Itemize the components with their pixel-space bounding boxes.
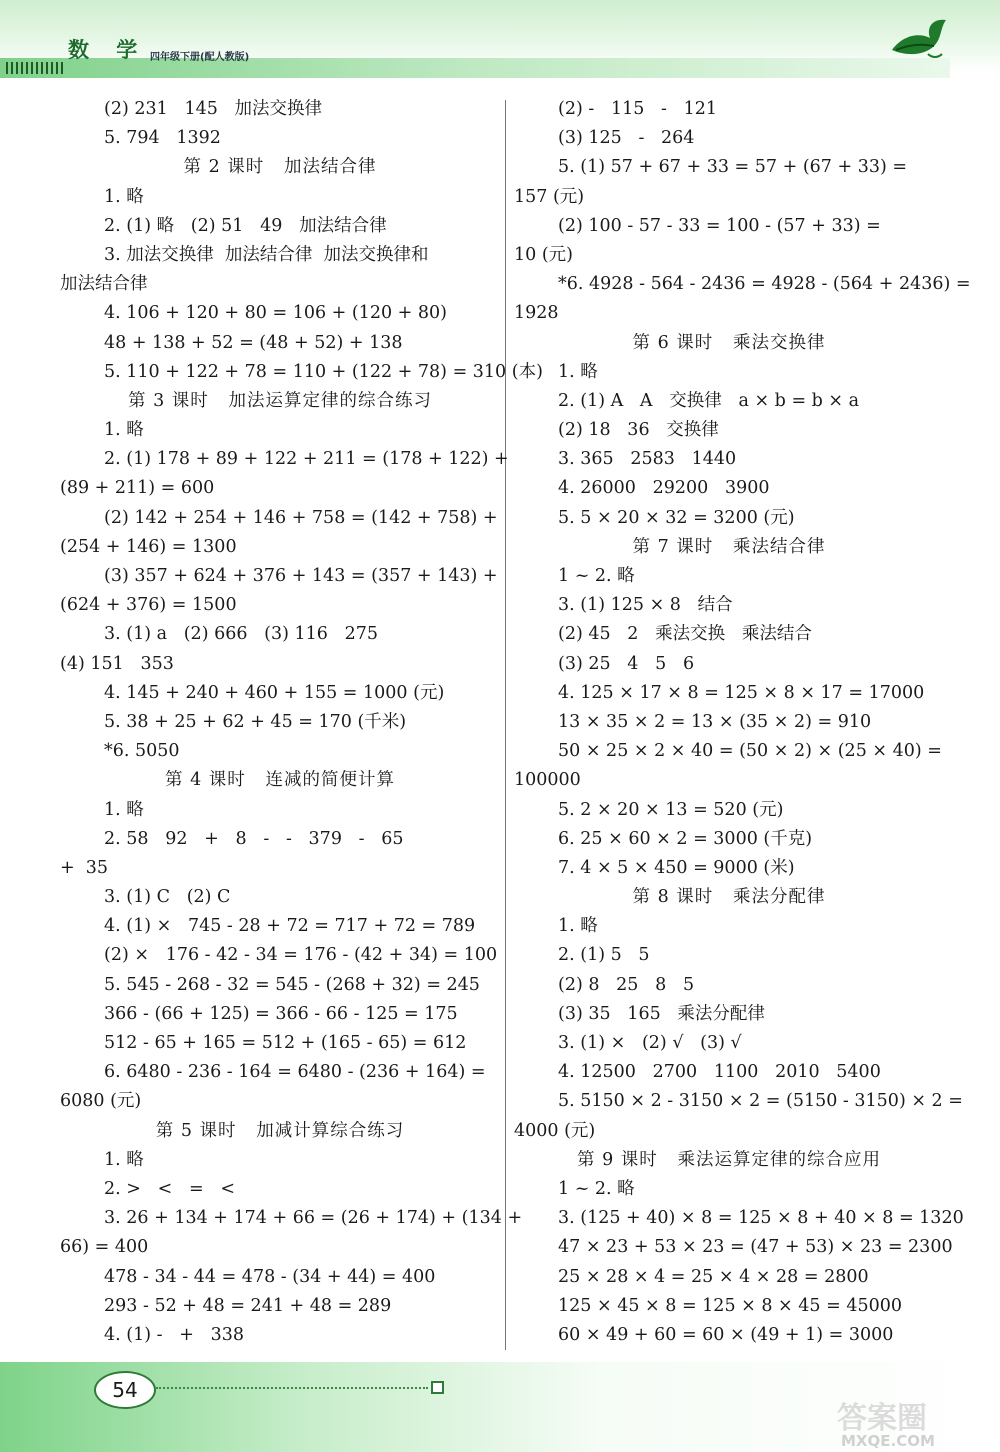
answer-line: 4. 145 + 240 + 460 + 155 = 1000 (元) (104, 682, 445, 703)
answer-line: 512 - 65 + 165 = 512 + (165 - 65) = 612 (104, 1033, 467, 1053)
answer-line: (2) 18 36 交换律 (558, 420, 719, 441)
footer-square-icon (431, 1381, 444, 1394)
answer-line: 66) = 400 (60, 1237, 149, 1258)
answer-line: 6. 25 × 60 × 2 = 3000 (千克) (558, 828, 813, 849)
lesson-heading: 第 3 课时 加法运算定律的综合练习 (128, 390, 432, 411)
answer-line: 1. 略 (558, 916, 598, 937)
answer-line: 50 × 25 × 2 × 40 = (50 × 2) × (25 × 40) = (558, 741, 942, 762)
answer-line: (2) 231 145 加法交换律 (104, 99, 323, 119)
lesson-heading: 第 6 课时 乘法交换律 (632, 332, 826, 353)
answer-line: 25 × 28 × 4 = 25 × 4 × 28 = 2800 (558, 1266, 869, 1287)
answer-line: *6. 4928 - 564 - 2436 = 4928 - (564 + 2436) = (558, 274, 971, 295)
answer-line: 3. 加法交换律 加法结合律 加法交换律和 (104, 244, 429, 265)
answer-line: 1. 略 (104, 799, 144, 820)
answer-line: (254 + 146) = 1300 (60, 536, 237, 557)
barcode-decoration (6, 62, 63, 74)
answer-line: 5. 110 + 122 + 78 = 110 + (122 + 78) = 310 (本) (104, 361, 543, 382)
answer-line: 10 (元) (514, 244, 573, 265)
answer-line: 2. > < = < (104, 1178, 235, 1199)
answer-line: 3. 365 2583 1440 (558, 449, 737, 470)
answer-line: 3. 26 + 134 + 174 + 66 = (26 + 174) + (134 + (104, 1208, 523, 1229)
answer-line: (2) - 115 - 121 (558, 99, 718, 119)
answer-line: 1. 略 (104, 1149, 144, 1170)
answer-line: 3. (1) C (2) C (104, 887, 231, 908)
answer-line: (624 + 376) = 1500 (60, 595, 237, 616)
answer-line: 3. (1) a (2) 666 (3) 116 275 (104, 624, 379, 645)
answer-line: 157 (元) (514, 186, 585, 207)
watermark-logo (835, 1396, 995, 1450)
answer-line: 5. 2 × 20 × 13 = 520 (元) (558, 799, 784, 820)
answer-line: 2. (1) 略 (2) 51 49 加法结合律 (104, 215, 387, 236)
answer-line: 2. (1) 5 5 (558, 945, 650, 966)
answer-line: 4. (1) × 745 - 28 + 72 = 717 + 72 = 789 (104, 916, 476, 937)
page-number: 54 (94, 1371, 156, 1409)
answer-line: 5. (1) 57 + 67 + 33 = 57 + (67 + 33) = (558, 157, 908, 178)
lesson-heading: 第 7 课时 乘法结合律 (632, 536, 826, 557)
lesson-heading: 第 4 课时 连减的简便计算 (165, 770, 395, 791)
answer-line: 6080 (元) (60, 1091, 142, 1112)
answer-line: (89 + 211) = 600 (60, 478, 215, 499)
answer-line: 366 - (66 + 125) = 366 - 66 - 125 = 175 (104, 1003, 458, 1024)
answer-line: 4000 (元) (514, 1120, 596, 1141)
lesson-heading: 第 8 课时 乘法分配律 (632, 887, 826, 908)
answer-line: 47 × 23 + 53 × 23 = (47 + 53) × 23 = 2300 (558, 1237, 953, 1258)
svg-text:答案圈: 答案圈 (837, 1401, 927, 1436)
answer-line: 2. (1) A A 交换律 a × b = b × a (558, 390, 860, 411)
answer-line: 5. 5 × 20 × 32 = 3200 (元) (558, 507, 795, 528)
answer-line: (2) 142 + 254 + 146 + 758 = (142 + 758) + (104, 507, 498, 528)
answer-line: 4. 12500 2700 1100 2010 5400 (558, 1062, 881, 1083)
answer-line: + 35 (60, 857, 109, 878)
answer-line: 7. 4 × 5 × 450 = 9000 (米) (558, 857, 795, 878)
answer-line: 13 × 35 × 2 = 13 × (35 × 2) = 910 (558, 711, 872, 732)
answer-line: 1. 略 (558, 361, 598, 382)
answer-line: *6. 5050 (104, 741, 180, 762)
answer-line: 5. 545 - 268 - 32 = 545 - (268 + 32) = 245 (104, 974, 480, 995)
answer-line: 60 × 49 + 60 = 60 × (49 + 1) = 3000 (558, 1324, 894, 1345)
answer-line: 4. (1) - + 338 (104, 1324, 244, 1345)
answer-line: (2) 100 - 57 - 33 = 100 - (57 + 33) = (558, 215, 881, 236)
leaf-logo-icon (888, 14, 950, 62)
answer-line: 1928 (514, 303, 559, 324)
answer-line: 1 ~ 2. 略 (558, 566, 635, 586)
lesson-heading: 第 2 课时 加法结合律 (183, 157, 377, 178)
answer-line: 100000 (514, 770, 581, 791)
answer-line: 293 - 52 + 48 = 241 + 48 = 289 (104, 1295, 392, 1316)
answer-line: (3) 125 - 264 (558, 128, 695, 149)
footer-dotted-line (156, 1387, 428, 1389)
grade-label: 四年级下册(配人教版) (150, 52, 250, 63)
answer-line: 4. 106 + 120 + 80 = 106 + (120 + 80) (104, 303, 448, 324)
lesson-heading: 第 9 课时 乘法运算定律的综合应用 (577, 1149, 881, 1170)
answer-line: 1 ~ 2. 略 (558, 1178, 635, 1199)
answer-line: (4) 151 353 (60, 653, 174, 674)
answer-line: (2) 8 25 8 5 (558, 974, 695, 995)
subject-title: 数 学 (68, 38, 148, 62)
answer-line: 4. 125 × 17 × 8 = 125 × 8 × 17 = 17000 (558, 682, 925, 703)
answer-line: 478 - 34 - 44 = 478 - (34 + 44) = 400 (104, 1266, 436, 1287)
column-divider (505, 100, 506, 1350)
answer-line: 3. (1) × (2) √ (3) √ (558, 1033, 742, 1053)
answer-line: 2. (1) 178 + 89 + 122 + 211 = (178 + 122) + (104, 449, 509, 470)
answer-line: 加法结合律 (60, 274, 148, 295)
answer-line: (2) 45 2 乘法交换 乘法结合 (558, 624, 812, 645)
answer-line: 3. (1) 125 × 8 结合 (558, 595, 733, 616)
right-column (514, 95, 971, 1350)
svg-text:MXQE.COM: MXQE.COM (841, 1432, 935, 1450)
answer-line: 1. 略 (104, 186, 144, 207)
answer-line: 125 × 45 × 8 = 125 × 8 × 45 = 45000 (558, 1295, 903, 1316)
answer-line: 2. 58 92 + 8 - - 379 - 65 (104, 828, 404, 849)
answer-line: (3) 357 + 624 + 376 + 143 = (357 + 143) + (104, 566, 498, 586)
answer-line: 5. 38 + 25 + 62 + 45 = 170 (千米) (104, 711, 407, 732)
answer-line: 3. (125 + 40) × 8 = 125 × 8 + 40 × 8 = 1320 (558, 1208, 964, 1229)
answer-line: (3) 35 165 乘法分配律 (558, 1003, 765, 1024)
lesson-heading: 第 5 课时 加减计算综合练习 (155, 1120, 405, 1141)
answer-line: 1. 略 (104, 420, 144, 441)
answer-line: 5. 5150 × 2 - 3150 × 2 = (5150 - 3150) × 2 = (558, 1091, 963, 1112)
answer-line: 5. 794 1392 (104, 128, 221, 149)
answer-line: (3) 25 4 5 6 (558, 653, 695, 674)
answer-line: (2) × 176 - 42 - 34 = 176 - (42 + 34) = 100 (104, 945, 498, 966)
answer-line: 48 + 138 + 52 = (48 + 52) + 138 (104, 332, 403, 353)
answer-line: 6. 6480 - 236 - 164 = 6480 - (236 + 164) = (104, 1062, 486, 1083)
answer-line: 4. 26000 29200 3900 (558, 478, 770, 499)
